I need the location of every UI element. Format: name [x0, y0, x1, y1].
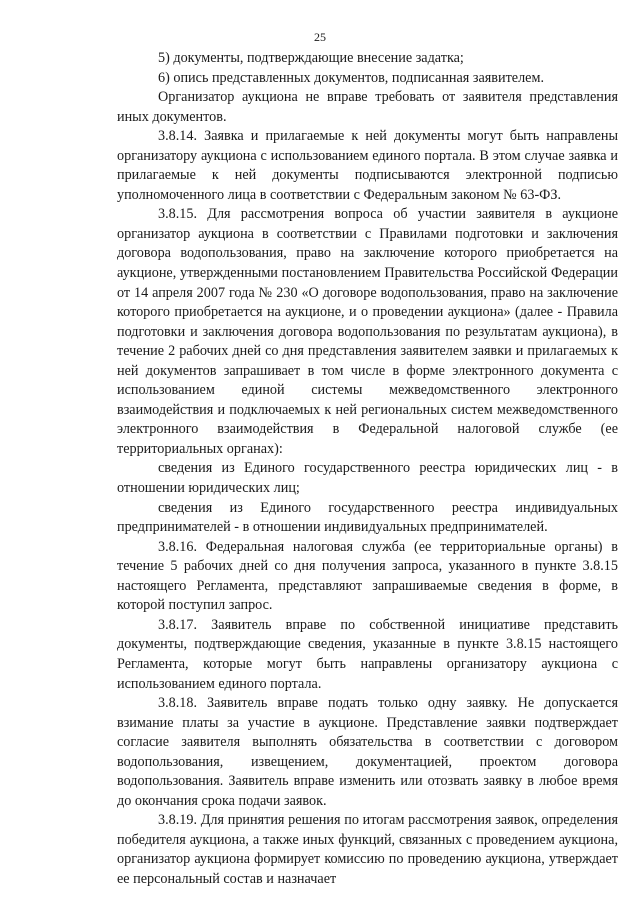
paragraph-no-extra-documents: Организатор аукциона не вправе требовать от заявителя представления иных документов. [117, 89, 618, 125]
paragraph-3-8-16: 3.8.16. Федеральная налоговая служба (ее территориальные органы) в течение 5 рабочих дней со дня получения запроса, указанного в пункте 3.8.15 настоящего Регламента, представляют запрашиваемые сведения в форме, в которой поступил запрос. [117, 538, 618, 614]
paragraph-3-8-18: 3.8.18. Заявитель вправе подать только одну заявку. Не допускается взимание платы за участие в аукционе. Представление заявки подтверждает согласие заявителя выполнять обязательства в соответствии с договором водопользования, извещением, документацией, проектом договора водопользования. Заявитель вправе изменить или отозвать заявку в любое время до окончания срока подачи заявок. [117, 695, 618, 809]
paragraph-item-6: 6) опись представленных документов, подписанная заявителем. [158, 69, 544, 86]
paragraph-egrip-info: сведения из Единого государственного реестра индивидуальных предпринимателей - в отношении индивидуальных предпринимателей. [117, 499, 618, 536]
paragraph-3-8-14: 3.8.14. Заявка и прилагаемые к ней документы могут быть направлены организатору аукциона с использованием единого портала. В этом случае заявка и прилагаемые к ней документы подписываются электронной подписью уполномоченного лица в соответствии с Федеральным законом № 63-ФЗ. [117, 128, 618, 203]
paragraph-item-5: 5) документы, подтверждающие внесение задатка; [158, 50, 464, 66]
paragraph-3-8-17: 3.8.17. Заявитель вправе по собственной инициативе представить документы, подтверждающие сведения, указанные в пункте 3.8.15 настоящего Регламента, которые могут быть направлены организатору аукциона с использованием единого портала. [117, 616, 618, 692]
paragraph-3-8-15: 3.8.15. Для рассмотрения вопроса об участии заявителя в аукционе организатор аукциона в соответствии с Правилами подготовки и заключения договора водопользования, право на заключение которого приобретается на аукционе, утвержденными постановлением Правительства Российской Федерации от 14 апреля 2007 года № 230 «О договоре водопользования, право на заключение которого приобретается на аукционе, и о проведении аукциона» (далее - Правила подготовки и заключения договора водопользования по результатам аукциона), в течение 2 рабочих дней со дня представления заявителем заявки и прилагаемых к ней документов запрашивает в том числе в форме электронного документа с использованием единой системы межведомственного электронного взаимодействия и подключаемых к ней региональных систем межведомственного электронного взаимодействия в Федеральной налоговой службе (ее территориальных органах): [117, 206, 618, 457]
paragraph-3-8-19: 3.8.19. Для принятия решения по итогам рассмотрения заявок, определения победителя аукциона, а также иных функций, связанных с проведением аукциона, организатор аукциона формирует комиссию по проведению аукциона, утверждает ее персональный состав и назначает [117, 812, 618, 887]
paragraph-egrul-info: сведения из Единого государственного реестра юридических лиц - в отношении юридических лиц; [117, 460, 618, 497]
page-number: 25 [314, 30, 326, 44]
document-body [117, 49, 618, 890]
